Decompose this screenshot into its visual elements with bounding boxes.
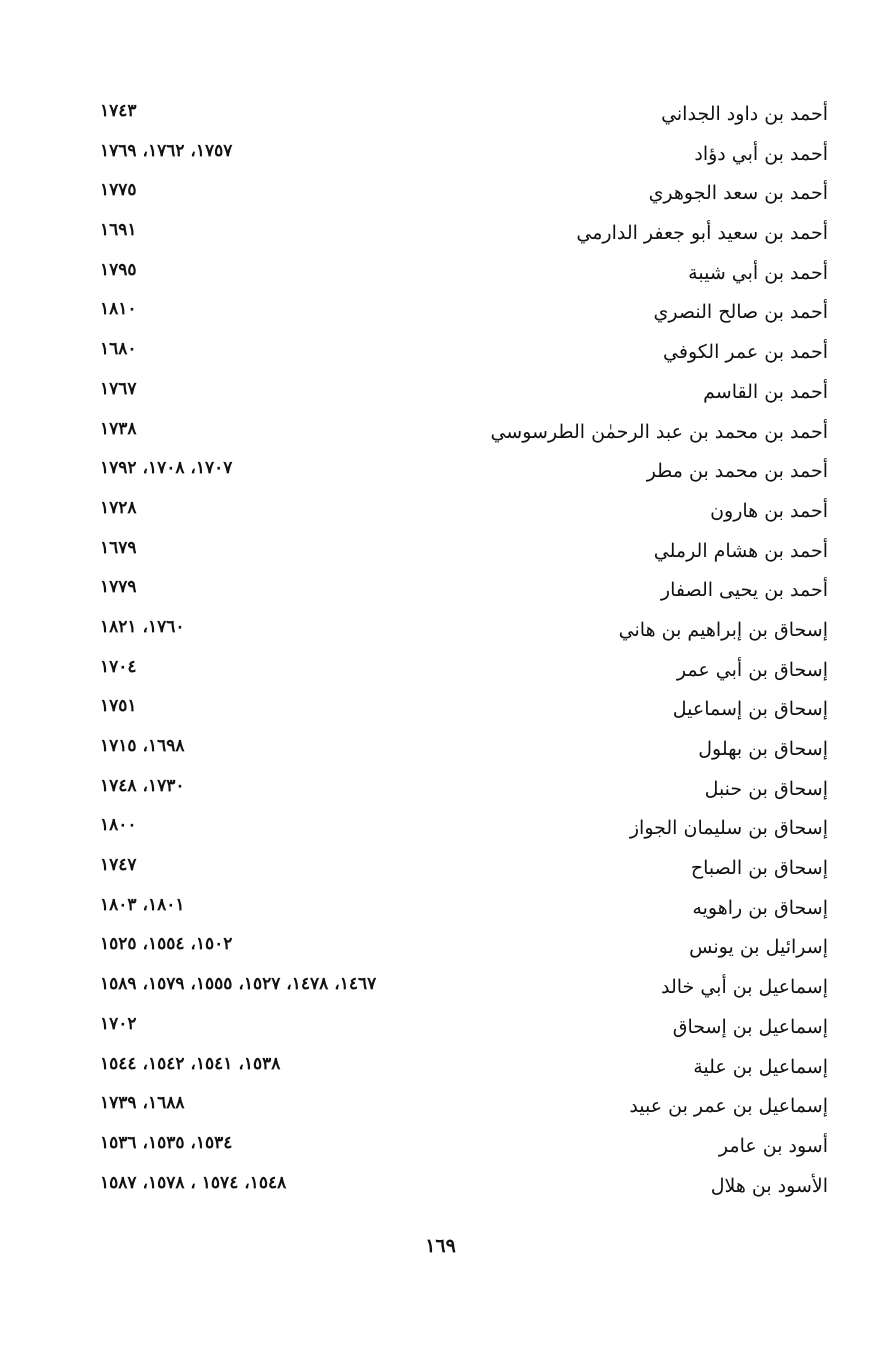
- index-row: [100, 572, 828, 612]
- index-row: [100, 810, 828, 850]
- entry-references: ١٧٠٤: [100, 656, 137, 677]
- page-number: ١٦٩: [425, 1235, 456, 1257]
- index-row: [100, 374, 828, 414]
- entry-references: ١٤٦٧، ١٤٧٨، ١٥٢٧، ١٥٥٥، ١٥٧٩، ١٥٨٩: [100, 974, 377, 995]
- index-row: [100, 771, 828, 811]
- entry-name: أحمد بن عمر الكوفي: [663, 341, 828, 364]
- entry-references: ١٧٤٣: [100, 101, 137, 121]
- entry-references: ١٧٢٨: [100, 497, 137, 518]
- entry-name: أحمد بن سعيد أبو جعفر الدارمي: [576, 222, 828, 245]
- entry-name: إسماعيل بن عمر بن عبيد: [629, 1095, 828, 1118]
- entry-references: ١٧٣٨: [100, 418, 137, 439]
- index-row: [100, 652, 828, 692]
- index-row: [100, 255, 828, 295]
- index-row: [100, 1009, 828, 1049]
- entry-references: ١٧٤٧: [100, 855, 137, 876]
- entry-name: إسماعيل بن إسحاق: [672, 1015, 828, 1038]
- entry-name: إسحاق بن سليمان الجواز: [629, 817, 828, 840]
- entry-references: ١٧٧٩: [100, 577, 137, 598]
- index-row: [100, 1049, 828, 1089]
- entry-references: ١٨١٠: [100, 299, 137, 320]
- index-row: [100, 414, 828, 454]
- index-row: [100, 215, 828, 255]
- entry-name: أحمد بن صالح النصري: [653, 301, 828, 324]
- entry-name: إسرائيل بن يونس: [689, 936, 828, 959]
- entry-references: ١٧٠٢: [100, 1013, 137, 1034]
- index-row: [100, 1088, 828, 1128]
- index-row: [100, 493, 828, 533]
- entry-name: إسماعيل بن علية: [693, 1055, 828, 1078]
- entry-name: إسماعيل بن أبي خالد: [660, 976, 828, 999]
- index-row: [100, 136, 828, 176]
- entry-references: ١٧٣٠، ١٧٤٨: [100, 775, 185, 796]
- entry-references: ١٥٣٤، ١٥٣٥، ١٥٣٦: [100, 1132, 233, 1153]
- entry-references: ١٥٤٨، ١٥٧٤ ، ١٥٧٨، ١٥٨٧: [100, 1172, 287, 1193]
- entry-references: ١٦٧٩: [100, 537, 137, 558]
- entry-references: ١٧٦٧: [100, 378, 137, 399]
- entry-references: ١٥٠٢، ١٥٥٤، ١٥٢٥: [100, 934, 233, 955]
- index-row: [100, 453, 828, 493]
- entry-references: ١٧٧٥: [100, 180, 137, 201]
- entry-name: أحمد بن القاسم: [703, 380, 828, 403]
- entry-references: ١٦٨٠: [100, 339, 137, 360]
- entry-name: أحمد بن محمد بن عبد الرحمٰن الطرسوسي: [490, 420, 828, 443]
- index-row: [100, 691, 828, 731]
- index-row: [100, 294, 828, 334]
- entry-name: إسحاق بن أبي عمر: [676, 658, 828, 681]
- entry-references: ١٧٩٥: [100, 259, 137, 280]
- entry-references: ١٦٩١: [100, 220, 137, 241]
- entry-name: أحمد بن محمد بن مطر: [646, 460, 828, 483]
- entry-name: إسحاق بن حنبل: [704, 777, 828, 800]
- entry-name: أحمد بن أبي شيبة: [688, 261, 828, 284]
- entry-name: الأسود بن هلال: [710, 1174, 828, 1197]
- entry-name: أحمد بن داود الجداني: [661, 103, 828, 125]
- index-row: [100, 1168, 828, 1208]
- index-row: [100, 533, 828, 573]
- entry-name: أحمد بن هارون: [710, 499, 828, 522]
- index-row: [100, 96, 828, 136]
- entry-references: ١٨٠١، ١٨٠٣: [100, 894, 185, 915]
- entry-name: أحمد بن سعد الجوهري: [648, 182, 828, 205]
- entry-references: ١٧٦٠، ١٨٢١: [100, 616, 185, 637]
- index-row: [100, 850, 828, 890]
- index-row: [100, 890, 828, 930]
- index-row: [100, 175, 828, 215]
- index-row: [100, 612, 828, 652]
- entry-name: إسحاق بن الصباح: [690, 857, 828, 880]
- entry-references: ١٦٩٨، ١٧١٥: [100, 736, 185, 756]
- index-row: [100, 1128, 828, 1168]
- entry-name: إسحاق بن إبراهيم بن هاني: [618, 618, 828, 641]
- index-row: [100, 334, 828, 374]
- index-row: [100, 731, 828, 771]
- narrator-index-list: [100, 96, 828, 1207]
- entry-references: ١٧٥٧، ١٧٦٢، ١٧٦٩: [100, 140, 233, 161]
- entry-references: ١٥٣٨، ١٥٤١، ١٥٤٢، ١٥٤٤: [100, 1053, 281, 1074]
- entry-name: أحمد بن هشام الرملي: [653, 539, 828, 562]
- entry-references: ١٦٨٨، ١٧٣٩: [100, 1093, 185, 1114]
- entry-references: ١٨٠٠: [100, 815, 137, 836]
- entry-name: أحمد بن يحيى الصفار: [660, 579, 828, 602]
- entry-name: إسحاق بن بهلول: [698, 738, 828, 760]
- index-row: [100, 969, 828, 1009]
- entry-references: ١٧٠٧، ١٧٠٨، ١٧٩٢: [100, 458, 233, 479]
- index-row: [100, 929, 828, 969]
- entry-references: ١٧٥١: [100, 696, 137, 717]
- entry-name: إسحاق بن إسماعيل: [672, 698, 828, 721]
- entry-name: إسحاق بن راهويه: [692, 896, 828, 919]
- entry-name: أحمد بن أبي دؤاد: [694, 142, 828, 165]
- entry-name: أسود بن عامر: [718, 1134, 828, 1157]
